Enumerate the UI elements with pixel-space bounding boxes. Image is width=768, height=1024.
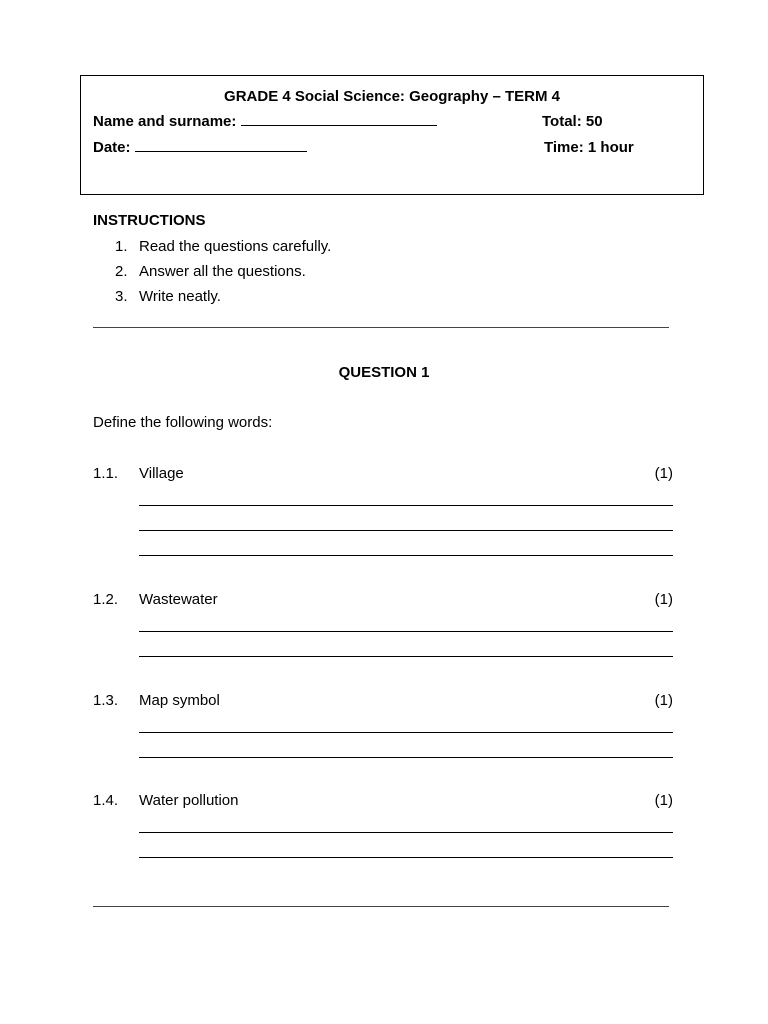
question-marks: (1) (654, 465, 673, 482)
instruction-number: 3. (115, 288, 128, 305)
question-1-heading: QUESTION 1 (338, 364, 430, 381)
question-1-instruction: Define the following words: (93, 414, 273, 431)
answer-line[interactable] (139, 732, 673, 733)
question-item-1-4 (93, 792, 673, 862)
question-item-1-1 (93, 465, 673, 560)
answer-line[interactable] (139, 631, 673, 632)
instructions-heading: INSTRUCTIONS (93, 212, 206, 229)
name-blank[interactable] (241, 113, 437, 126)
answer-line[interactable] (139, 832, 673, 833)
instruction-number: 1. (115, 238, 128, 255)
total-marks: Total: 50 (542, 113, 603, 130)
time-allowed: Time: 1 hour (544, 139, 634, 156)
question-marks: (1) (654, 792, 673, 809)
question-number: 1.2. (93, 591, 119, 608)
worksheet-header-box (80, 75, 704, 195)
question-item-1-2 (93, 591, 673, 661)
question-term: Water pollution (139, 792, 239, 809)
instruction-text: Answer all the questions. (139, 263, 306, 280)
date-field[interactable] (93, 139, 307, 156)
date-blank[interactable] (135, 139, 307, 152)
instruction-text: Write neatly. (139, 288, 221, 305)
worksheet-title: GRADE 4 Social Science: Geography – TERM 4 (224, 88, 560, 105)
answer-line[interactable] (139, 555, 673, 556)
answer-line[interactable] (139, 857, 673, 858)
instruction-text: Read the questions carefully. (139, 238, 332, 255)
question-term: Village (139, 465, 184, 482)
question-number: 1.3. (93, 692, 119, 709)
answer-line[interactable] (139, 656, 673, 657)
section-divider (93, 327, 669, 328)
name-label: Name and surname: (93, 113, 237, 130)
name-field[interactable] (93, 113, 437, 130)
instruction-number: 2. (115, 263, 128, 280)
section-divider (93, 906, 669, 907)
question-item-1-3 (93, 692, 673, 762)
date-label: Date: (93, 139, 131, 156)
question-term: Map symbol (139, 692, 220, 709)
question-marks: (1) (654, 591, 673, 608)
answer-line[interactable] (139, 757, 673, 758)
answer-line[interactable] (139, 505, 673, 506)
question-number: 1.1. (93, 465, 119, 482)
question-marks: (1) (654, 692, 673, 709)
answer-line[interactable] (139, 530, 673, 531)
question-number: 1.4. (93, 792, 119, 809)
question-term: Wastewater (139, 591, 218, 608)
